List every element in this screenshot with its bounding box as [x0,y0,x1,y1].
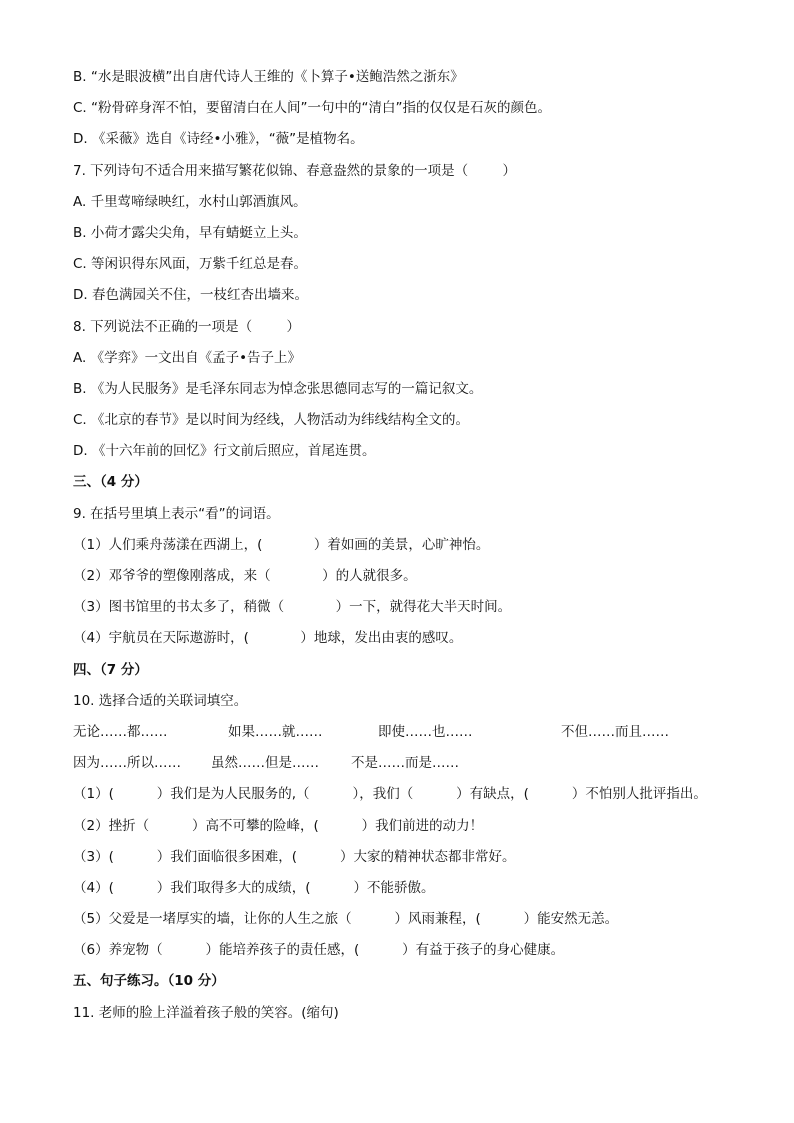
section-5-heading: 五、句子练习。（10 分） [73,973,225,990]
q10-item-4: （4）( ）我们取得多大的成绩，( ）不能骄傲。 [73,879,435,896]
q9-item-1: （1）人们乘舟荡漾在西湖上，( ）着如画的美景，心旷神怡。 [73,536,490,553]
section-3-heading: 三、（4 分） [73,474,148,491]
conjunction-option: 即使……也…… [378,723,473,740]
section-4-heading: 四、（7 分） [73,661,148,678]
q10-item-5: （5）父爱是一堵厚实的墙，让你的人生之旅（ ）风雨兼程，( ）能安然无恙。 [73,911,619,928]
conjunction-option: 不但……而且…… [561,723,669,740]
q9-item-4: （4）宇航员在天际遨游时，( ）地球，发出由衷的感叹。 [73,630,463,647]
document-page [73,62,733,1029]
q11-stem: 11. 老师的脸上洋溢着孩子般的笑容。(缩句) [73,1004,339,1021]
q7-option-b: B. 小荷才露尖尖角，早有蜻蜓立上头。 [73,224,307,241]
conjunction-option: 不是……而是…… [351,755,459,772]
q10-item-1: （1）( ）我们是为人民服务的,（ ），我们（ ）有缺点，( ）不怕别人批评指出。 [73,786,707,803]
conjunction-options-row-2 [73,748,733,779]
q8-stem: 8. 下列说法不正确的一项是（ ） [73,318,301,335]
conjunction-option: 因为……所以…… [73,755,181,772]
q6-option-d: D. 《采薇》选自《诗经•小雅》，“薇”是植物名。 [73,131,364,148]
q9-item-3: （3）图书馆里的书太多了，稍微（ ）一下，就得花大半天时间。 [73,599,512,616]
q7-option-c: C. 等闲识得东风面，万紫千红总是春。 [73,256,308,273]
q6-option-c: C. “粉骨碎身浑不怕，要留清白在人间”一句中的“清白”指的仅仅是石灰的颜色。 [73,100,551,117]
q9-item-2: （2）邓爷爷的塑像刚落成，来（ ）的人就很多。 [73,568,417,584]
conjunction-option: 无论……都…… [73,723,168,740]
q10-item-6: （6）养宠物（ ）能培养孩子的责任感，( ）有益于孩子的身心健康。 [73,942,565,959]
q10-stem: 10. 选择合适的关联词填空。 [73,692,248,709]
conjunction-option: 如果……就…… [228,723,323,740]
q8-option-a: A. 《学弈》一文出自《孟子•告子上》 [73,349,302,366]
q8-option-d: D. 《十六年前的回忆》行文前后照应，首尾连贯。 [73,443,376,460]
q10-item-3: （3）( ）我们面临很多困难，( ）大家的精神状态都非常好。 [73,848,516,865]
q6-option-b: B. “水是眼波横”出自唐代诗人王维的《卜算子•送鲍浩然之浙东》 [73,69,464,85]
conjunction-options-row-1 [73,717,733,748]
q7-stem: 7. 下列诗句不适合用来描写繁花似锦、春意盎然的景象的一项是（ ） [73,162,517,179]
q9-stem: 9. 在括号里填上表示“看”的词语。 [73,505,280,522]
q8-option-b: B. 《为人民服务》是毛泽东同志为悼念张思德同志写的一篇记叙文。 [73,380,483,397]
conjunction-option: 虽然……但是…… [211,755,319,772]
q8-option-c: C. 《北京的春节》是以时间为经线，人物活动为纬线结构全文的。 [73,412,470,429]
q7-option-a: A. 千里莺啼绿映红，水村山郭酒旗风。 [73,193,307,210]
q7-option-d: D. 春色满园关不住，一枝红杏出墙来。 [73,287,308,304]
q10-item-2: （2）挫折（ ）高不可攀的险峰，( ）我们前进的动力！ [73,817,484,834]
